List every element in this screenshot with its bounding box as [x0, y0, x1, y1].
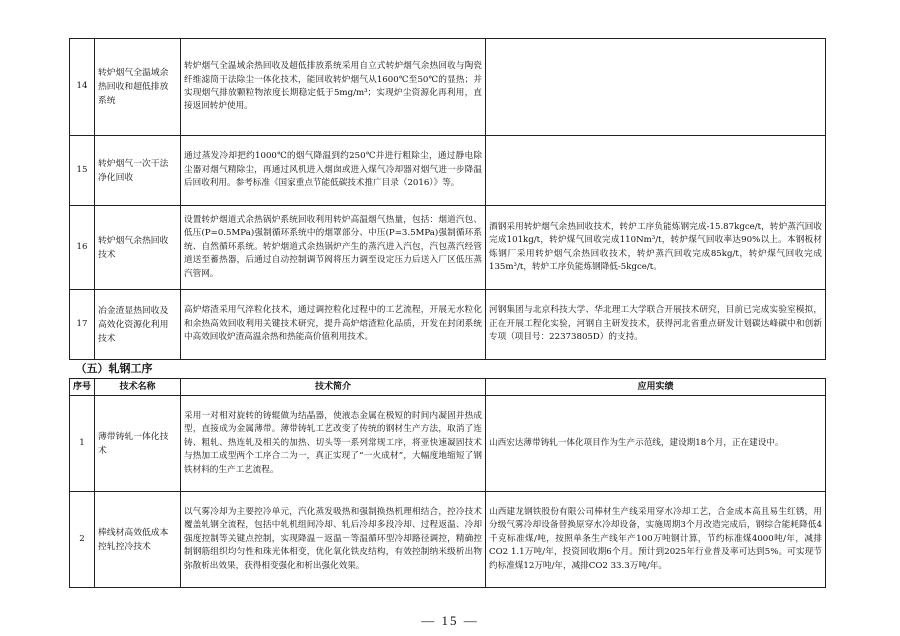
- row-number: 15: [70, 136, 95, 206]
- technology-name: 薄带铸轧一体化技术: [95, 396, 181, 492]
- application-results: 酒钢采用转炉烟气余热回收技术，转炉工序负能炼钢完成-15.87kgce/t，转炉蒸汽回收完成101kg/t，转炉煤气回收完成110Nm³/t，转炉煤气回收率达90%以上。本钢板材炼钢厂采用转炉烟气余热回收技术，转炉蒸汽回收完成85kg/t，转炉煤气回收完成135m³/t，转炉工序负能炼钢降低-5kgce/t。: [486, 206, 826, 290]
- technology-name: 转炉烟气全温域余热回收和超低排放系统: [95, 39, 181, 136]
- row-number: 2: [70, 492, 95, 588]
- row-number: 16: [70, 206, 95, 290]
- header-results: 应用实绩: [486, 379, 826, 396]
- technology-intro: 以气雾冷却为主要控冷单元，汽化蒸发吸热和强制换热机理相结合，控冷技术覆盖轧钢全流程，包括中轧机组间冷却、轧后冷却多段冷却、过程返温、冷却强度控制等关键点控制，实现降温－返温－等温循环型冷却路径调控，精确控制钢筋组织均匀性和珠光体相变，优化氧化铁皮结构，有效控制纳米级析出物弥散析出效果，获得相变强化和析出强化效果。: [181, 492, 486, 588]
- row-number: 17: [70, 290, 95, 360]
- technology-name: 转炉烟气余热回收技术: [95, 206, 181, 290]
- row-number: 1: [70, 396, 95, 492]
- application-results: 河钢集团与北京科技大学、华北理工大学联合开展技术研究，目前已完成实验室模拟，正在开展工程化实验，河钢自主研发技术，获得河北省重点研发计划碳达峰碳中和创新专项（项目号：22373805D）的支持。: [486, 290, 826, 360]
- page-number: — 15 —: [421, 613, 479, 628]
- technology-intro: 采用一对相对旋转的铸辊做为结晶器，使液态金属在极短的时间内凝固并热成型，直接成为金属薄带。薄带铸轧工艺改变了传统的钢材生产方法，取消了连铸、粗轧、热连轧及相关的加热、切头等一系列常规工序，将亚快速凝固技术与热加工成型两个工序合二为一，真正实现了“一火成材”，大幅度地缩短了钢铁材料的生产工艺流程。: [181, 396, 486, 492]
- technology-name: 转炉烟气一次干法净化回收: [95, 136, 181, 206]
- header-intro: 技术简介: [181, 379, 486, 396]
- technology-intro: 通过蒸发冷却把约1000℃的烟气降温到约250℃并进行粗除尘，通过静电除尘器对烟气精除尘，再通过风机进入烟囱或进入煤气冷却器对烟气进一步降温后回收利用。参考标准《国家重点节能低碳技术推广目录（2016）》等。: [181, 136, 486, 206]
- table-row: [70, 39, 826, 136]
- table-row: [70, 206, 826, 290]
- table-row: [70, 492, 826, 588]
- technology-table: [69, 38, 826, 588]
- technology-intro: 转炉烟气全温域余热回收及超低排放系统采用自立式转炉烟气余热回收与陶瓷纤维滤筒干法除尘一体化技术，能回收转炉烟气从1600℃至50℃的显热；并实现烟气排放颗粒物浓度长期稳定低于5mg/m³；实现炉尘资源化再利用，直接返回转炉使用。: [181, 39, 486, 136]
- application-results: [486, 136, 826, 206]
- application-results: 山西宏达薄带铸轧一体化项目作为生产示范线，建设期18个月，正在建设中。: [486, 396, 826, 492]
- technology-name: 冶金渣显热回收及高效化资源化利用技术: [95, 290, 181, 360]
- technology-intro: 高炉熔渣采用气淬粒化技术，通过调控粒化过程中的工艺流程，开展无水粒化和余热高效回收利用关键技术研究，提升高炉熔渣粒化品质，开发在封闭系统中高效回收炉渣高温余热和热能高价值利用技术。: [181, 290, 486, 360]
- section-row: [70, 360, 826, 379]
- table-row: [70, 290, 826, 360]
- table-row: [70, 136, 826, 206]
- row-number: 14: [70, 39, 95, 136]
- application-results: [486, 39, 826, 136]
- technology-intro: 设置转炉烟道式余热锅炉系统回收利用转炉高温烟气热量，包括：烟道汽包、低压(P=0.5MPa)强制循环系统中的烟罩部分、中压(P=3.5MPa)强制循环系统、自然循环系统。转炉烟道式余热锅炉产生的蒸汽进入汽包，汽包蒸汽经管道送至蓄热器，后通过自动控制调节阀将压力调至设定压力后送入厂区低压蒸汽管网。: [181, 206, 486, 290]
- application-results: 山西建龙钢铁股份有限公司棒材生产线采用穿水冷却工艺，合金成本高且易生红锈，用分级气雾冷却设备替换原穿水冷却设备，实施周期3个月改造完成后，钢综合能耗降低4千克标准煤/吨，按照单条生产线年产100万吨钢计算，节约标准煤4000吨/年，减排CO2 1.1万吨/年，投资回收期6个月。预计到2025年行业普及率可达到5%。可实现节约标准煤12万吨/年，减排CO2 33.3万吨/年。: [486, 492, 826, 588]
- table-header: [70, 379, 826, 396]
- table-row: [70, 396, 826, 492]
- header-name: 技术名称: [95, 379, 181, 396]
- section-title: （五）轧钢工序: [70, 360, 826, 379]
- technology-name: 棒线材高效低成本控轧控冷技术: [95, 492, 181, 588]
- header-number: 序号: [70, 379, 95, 396]
